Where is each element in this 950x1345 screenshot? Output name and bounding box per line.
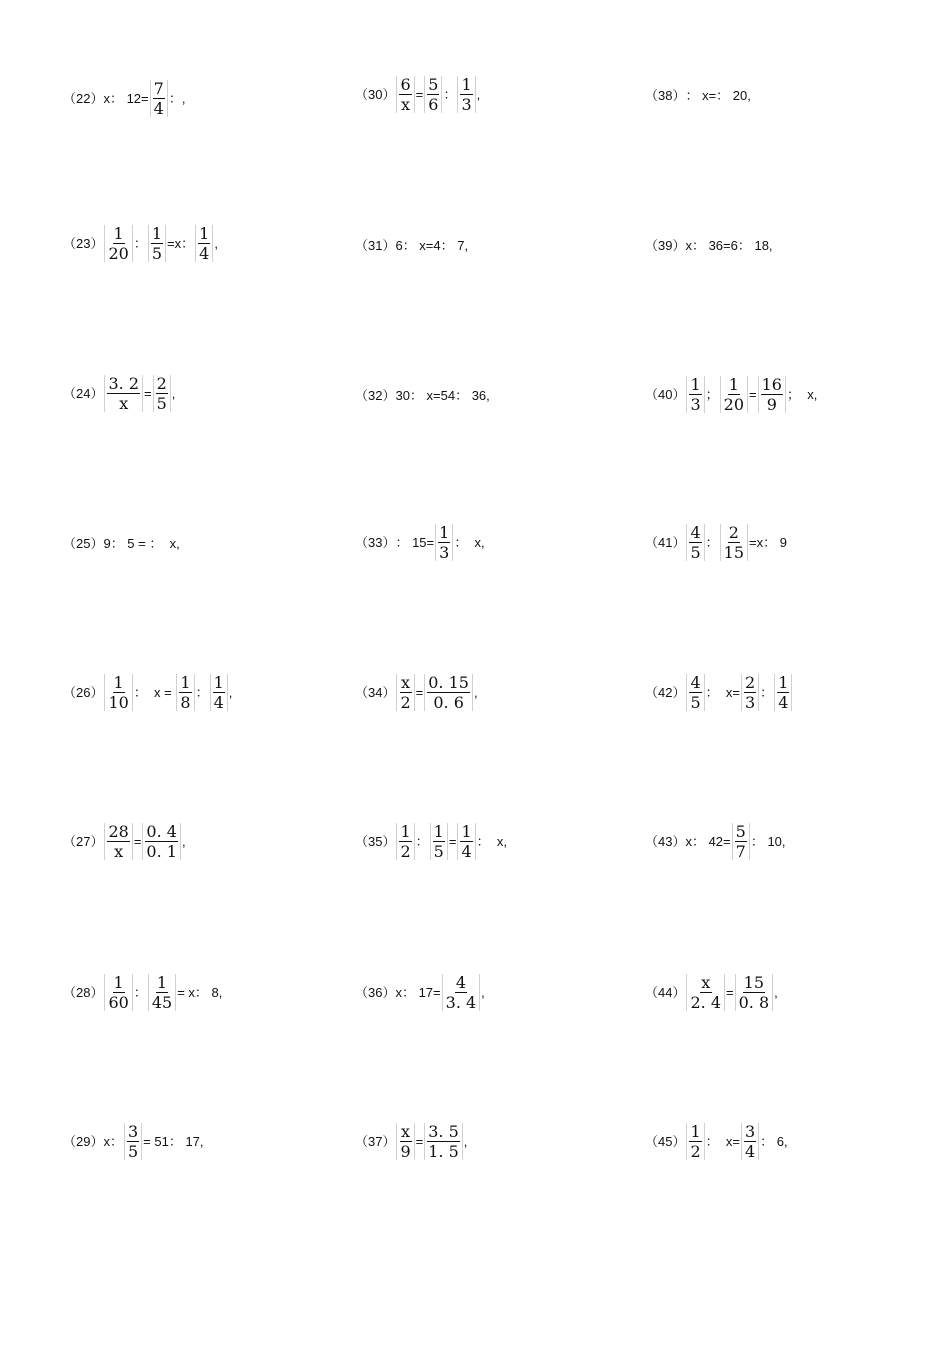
fraction bbox=[457, 823, 475, 860]
problem-label: （23） bbox=[63, 236, 104, 251]
problem-label: （32） bbox=[355, 388, 396, 403]
fraction bbox=[741, 674, 759, 711]
numerator: 3 bbox=[127, 1122, 139, 1141]
expression-text: , bbox=[214, 236, 218, 251]
problem-26 bbox=[63, 674, 232, 711]
expression-text: ： 10, bbox=[750, 834, 786, 849]
expression-text: = bbox=[415, 1134, 424, 1149]
expression-text: ： bbox=[760, 685, 774, 700]
problem-40 bbox=[645, 376, 817, 413]
problem-label: （44） bbox=[645, 985, 686, 1000]
problem-label: （26） bbox=[63, 685, 104, 700]
denominator: 15 bbox=[723, 543, 745, 562]
numerator: 2 bbox=[744, 673, 756, 692]
fraction bbox=[741, 1123, 759, 1160]
problem-36 bbox=[355, 974, 485, 1011]
problem-label: （35） bbox=[355, 834, 396, 849]
problem-31 bbox=[355, 239, 468, 252]
fraction bbox=[148, 225, 166, 262]
numerator: 16 bbox=[761, 375, 782, 394]
expression-text: 6： x=4： 7, bbox=[395, 238, 469, 253]
numerator: 28 bbox=[108, 822, 129, 841]
numerator: 2 bbox=[728, 523, 739, 542]
expression-text: ； x, bbox=[786, 387, 818, 402]
expression-text: =x： bbox=[167, 236, 195, 251]
fraction bbox=[720, 376, 748, 413]
expression-text: , bbox=[228, 685, 233, 700]
fraction bbox=[732, 823, 750, 860]
denominator: 2 bbox=[690, 1142, 701, 1161]
problem-32 bbox=[355, 389, 490, 402]
numerator: 1 bbox=[433, 822, 444, 841]
expression-text: , bbox=[171, 386, 176, 401]
expression-text: ： bbox=[133, 236, 147, 251]
fraction bbox=[396, 823, 414, 860]
expression-text: ： bbox=[133, 985, 147, 1000]
problem-label: （38） bbox=[645, 88, 686, 103]
denominator: x bbox=[401, 95, 411, 114]
denominator: 45 bbox=[151, 993, 173, 1012]
fraction bbox=[430, 823, 448, 860]
numerator: 4 bbox=[690, 673, 701, 692]
expression-text: = bbox=[726, 985, 734, 1000]
expression-text: = 51： 17, bbox=[143, 1134, 204, 1149]
expression-text: = bbox=[133, 834, 142, 849]
problem-label: （43） bbox=[645, 834, 686, 849]
expression-text: ： x = bbox=[133, 685, 176, 700]
expression-text: ：, bbox=[168, 91, 186, 106]
numerator: 3 bbox=[744, 1122, 756, 1141]
problem-25 bbox=[63, 537, 180, 550]
problem-label: （22） bbox=[63, 91, 104, 106]
numerator: 6 bbox=[400, 75, 411, 94]
problem-label: （34） bbox=[355, 685, 396, 700]
denominator: 1. 5 bbox=[428, 1142, 459, 1161]
numerator: x bbox=[401, 1122, 411, 1141]
numerator: 0. 4 bbox=[146, 822, 177, 841]
expression-text: ： bbox=[705, 535, 719, 550]
denominator: 4 bbox=[744, 1142, 756, 1161]
expression-text: 30： x=54： 36, bbox=[395, 388, 490, 403]
expression-text: ： x, bbox=[476, 834, 507, 849]
fraction bbox=[435, 524, 453, 561]
denominator: 5 bbox=[690, 693, 701, 712]
problem-label: （36） bbox=[355, 985, 396, 1000]
numerator: 1 bbox=[199, 224, 210, 243]
problem-23 bbox=[63, 225, 218, 262]
numerator: 1 bbox=[400, 822, 411, 841]
numerator: 1 bbox=[461, 75, 472, 94]
expression-text: ： x, bbox=[454, 535, 485, 550]
fraction bbox=[442, 974, 481, 1011]
problem-label: （27） bbox=[63, 834, 104, 849]
denominator: 20 bbox=[108, 244, 129, 263]
numerator: 0. 15 bbox=[428, 673, 469, 692]
numerator: 5 bbox=[428, 75, 439, 94]
fraction bbox=[195, 225, 213, 262]
expression-text: ： bbox=[195, 685, 209, 700]
problem-label: （30） bbox=[355, 87, 396, 102]
fraction bbox=[124, 1123, 142, 1160]
fraction bbox=[424, 674, 473, 711]
expression-text: ： x= bbox=[705, 685, 740, 700]
expression-text: =x： 9 bbox=[749, 535, 787, 550]
fraction bbox=[735, 974, 774, 1011]
problem-label: （40） bbox=[645, 387, 686, 402]
expression-text: , bbox=[463, 1134, 468, 1149]
problem-41 bbox=[645, 524, 787, 561]
fraction bbox=[686, 376, 704, 413]
numerator: 15 bbox=[743, 973, 765, 992]
fraction bbox=[150, 80, 168, 117]
numerator: 1 bbox=[156, 973, 168, 992]
fraction bbox=[396, 76, 414, 113]
denominator: 3 bbox=[461, 95, 472, 114]
numerator: 1 bbox=[180, 673, 191, 692]
expression-text: 9： 5 = ： x, bbox=[103, 536, 180, 551]
denominator: 2 bbox=[400, 842, 411, 861]
denominator: 5 bbox=[151, 244, 163, 263]
fraction bbox=[686, 974, 725, 1011]
denominator: 5 bbox=[156, 394, 167, 413]
fraction bbox=[176, 674, 194, 711]
fraction bbox=[396, 1123, 414, 1160]
denominator: 3. 4 bbox=[445, 993, 477, 1012]
numerator: 1 bbox=[778, 673, 789, 692]
expression-text: ： bbox=[443, 87, 457, 102]
fraction bbox=[104, 974, 132, 1011]
numerator: 1 bbox=[113, 973, 124, 992]
numerator: x bbox=[401, 673, 411, 692]
denominator: 20 bbox=[723, 395, 745, 414]
denominator: 0. 1 bbox=[146, 842, 177, 861]
problem-label: （41） bbox=[645, 535, 686, 550]
expression-text: x： 17= bbox=[395, 985, 441, 1000]
denominator: 5 bbox=[127, 1142, 139, 1161]
problem-42 bbox=[645, 674, 793, 711]
numerator: 4 bbox=[690, 523, 701, 542]
numerator: 1 bbox=[728, 375, 739, 394]
expression-text: = bbox=[415, 87, 424, 102]
fraction bbox=[774, 674, 792, 711]
denominator: 4 bbox=[153, 99, 164, 118]
numerator: 2 bbox=[156, 374, 167, 393]
fraction bbox=[153, 375, 171, 412]
denominator: 5 bbox=[433, 842, 444, 861]
denominator: 5 bbox=[690, 543, 701, 562]
fraction bbox=[424, 1123, 463, 1160]
expression-text: , bbox=[774, 985, 778, 1000]
fraction bbox=[686, 674, 704, 711]
problem-44 bbox=[645, 974, 778, 1011]
expression-text: , bbox=[181, 834, 186, 849]
denominator: x bbox=[114, 842, 124, 861]
problem-33 bbox=[355, 524, 485, 561]
problem-label: （28） bbox=[63, 985, 104, 1000]
fraction bbox=[758, 376, 786, 413]
numerator: 5 bbox=[735, 822, 746, 841]
fraction bbox=[686, 524, 704, 561]
expression-text: ： x= bbox=[705, 1134, 740, 1149]
problem-label: （42） bbox=[645, 685, 686, 700]
problem-label: （29） bbox=[63, 1134, 104, 1149]
denominator: 3 bbox=[690, 395, 701, 414]
problem-label: （33） bbox=[355, 535, 396, 550]
problem-label: （37） bbox=[355, 1134, 396, 1149]
numerator: 1 bbox=[690, 375, 701, 394]
problem-27 bbox=[63, 823, 186, 860]
numerator: 1 bbox=[113, 224, 124, 243]
numerator: 1 bbox=[113, 673, 124, 692]
denominator: 8 bbox=[180, 693, 191, 712]
expression-text: ： 6, bbox=[760, 1134, 788, 1149]
numerator: 1 bbox=[461, 822, 472, 841]
expression-text: , bbox=[473, 685, 478, 700]
expression-text: , bbox=[481, 985, 485, 1000]
expression-text: = bbox=[749, 387, 757, 402]
denominator: 6 bbox=[428, 95, 439, 114]
denominator: 9 bbox=[400, 1142, 411, 1161]
expression-text: ： 15= bbox=[395, 535, 435, 550]
numerator: 4 bbox=[455, 973, 466, 992]
fraction bbox=[396, 674, 414, 711]
expression-text: ： x=： 20, bbox=[685, 88, 751, 103]
problem-label: （39） bbox=[645, 238, 686, 253]
fraction bbox=[720, 524, 748, 561]
denominator: 9 bbox=[766, 395, 777, 414]
denominator: 3 bbox=[744, 693, 756, 712]
problem-34 bbox=[355, 674, 478, 711]
problem-label: （45） bbox=[645, 1134, 686, 1149]
denominator: 4 bbox=[778, 693, 789, 712]
numerator: 1 bbox=[439, 523, 450, 542]
numerator: 1 bbox=[151, 224, 163, 243]
expression-text: x： 36=6： 18, bbox=[685, 238, 773, 253]
problem-29 bbox=[63, 1123, 204, 1160]
numerator: 3. 2 bbox=[108, 374, 139, 393]
denominator: 4 bbox=[461, 842, 472, 861]
problem-45 bbox=[645, 1123, 788, 1160]
expression-text: x： bbox=[103, 1134, 123, 1149]
fraction bbox=[457, 76, 475, 113]
denominator: 2 bbox=[400, 693, 411, 712]
problem-35 bbox=[355, 823, 507, 860]
denominator: 4 bbox=[213, 693, 224, 712]
denominator: 3 bbox=[439, 543, 450, 562]
denominator: 0. 8 bbox=[738, 993, 770, 1012]
expression-text: x： 42= bbox=[685, 834, 731, 849]
problem-38 bbox=[645, 89, 751, 102]
denominator: 60 bbox=[108, 993, 129, 1012]
expression-text: = bbox=[144, 386, 152, 401]
numerator: x bbox=[701, 973, 711, 992]
fraction bbox=[686, 1123, 704, 1160]
fraction bbox=[104, 823, 132, 860]
expression-text: ； bbox=[705, 387, 719, 402]
denominator: x bbox=[119, 394, 129, 413]
expression-text: x： 12= bbox=[103, 91, 149, 106]
denominator: 0. 6 bbox=[433, 693, 464, 712]
numerator: 3. 5 bbox=[428, 1122, 459, 1141]
problem-37 bbox=[355, 1123, 467, 1160]
expression-text: = bbox=[448, 834, 457, 849]
fraction bbox=[104, 674, 132, 711]
fraction bbox=[148, 974, 176, 1011]
problem-label: （31） bbox=[355, 238, 396, 253]
numerator: 7 bbox=[153, 79, 164, 98]
expression-text: , bbox=[476, 87, 481, 102]
fraction bbox=[142, 823, 181, 860]
fraction bbox=[210, 674, 228, 711]
fraction bbox=[104, 225, 132, 262]
numerator: 1 bbox=[690, 1122, 701, 1141]
problem-30 bbox=[355, 76, 480, 113]
problem-label: （24） bbox=[63, 386, 104, 401]
denominator: 10 bbox=[108, 693, 129, 712]
numerator: 1 bbox=[213, 673, 224, 692]
fraction bbox=[424, 76, 442, 113]
expression-text: = x： 8, bbox=[177, 985, 223, 1000]
problem-43 bbox=[645, 823, 786, 860]
denominator: 2. 4 bbox=[690, 993, 721, 1012]
problem-28 bbox=[63, 974, 222, 1011]
problem-39 bbox=[645, 239, 773, 252]
problem-24 bbox=[63, 375, 175, 412]
expression-text: ： bbox=[415, 834, 429, 849]
problem-label: （25） bbox=[63, 536, 104, 551]
problem-22 bbox=[63, 80, 185, 117]
denominator: 7 bbox=[735, 842, 746, 861]
expression-text: = bbox=[415, 685, 424, 700]
denominator: 4 bbox=[199, 244, 210, 263]
fraction bbox=[104, 375, 143, 412]
